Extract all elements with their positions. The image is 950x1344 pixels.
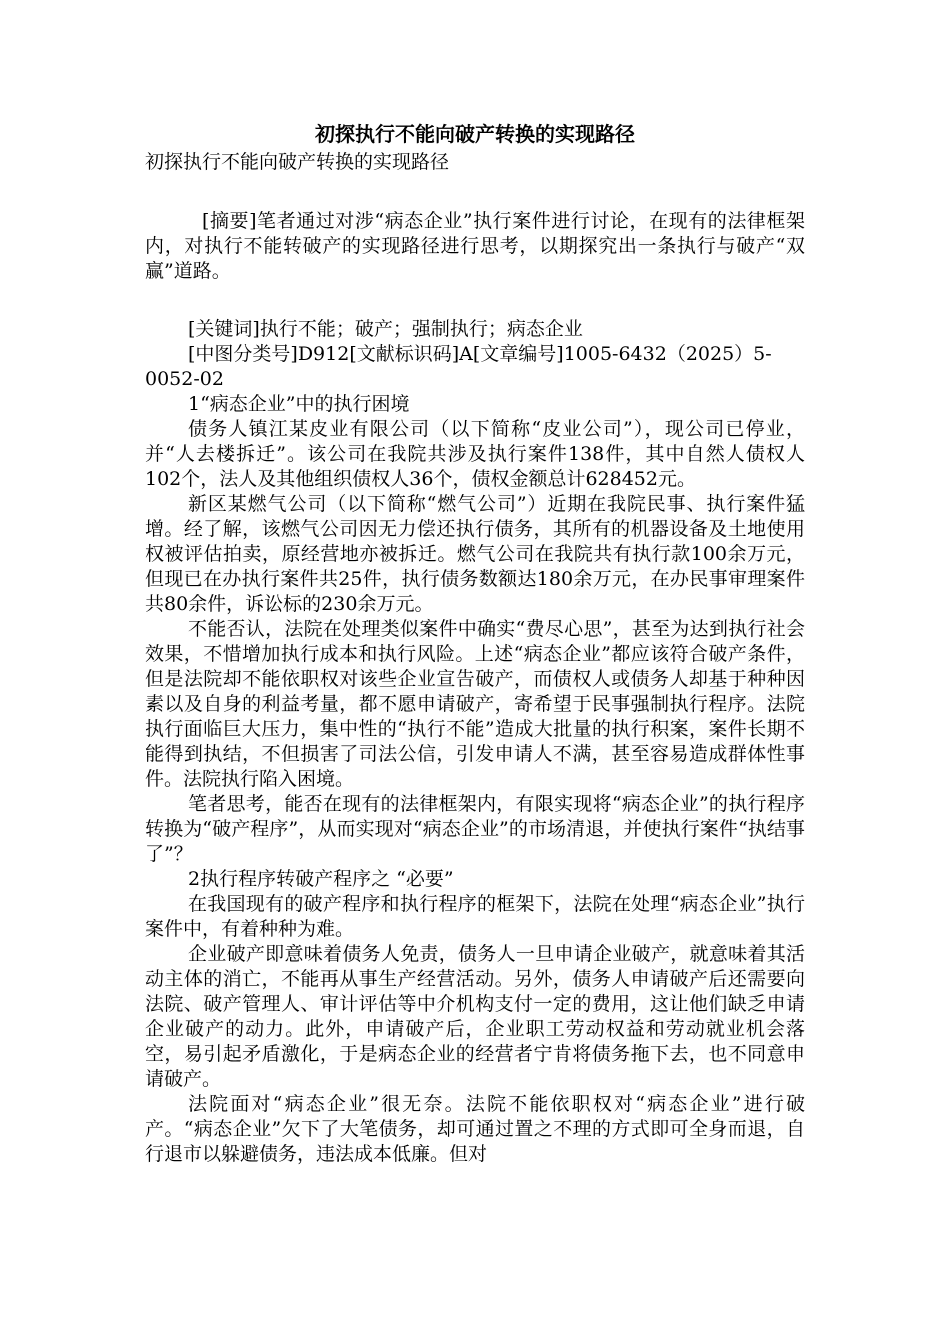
- section-heading: 2执行程序转破产程序之 “必要”: [188, 868, 454, 890]
- body-paragraph: 新区某燃气公司（以下简称“燃气公司”）近期在我院民事、执行案件猛增。经了解，该燃气公司因无力偿还执行债务，其所有的机器设备及土地使用权被评估拍卖，原经营地亦被拆迁。燃气公司在我院共有执行款100余万元，但现已在办执行案件共25件，执行债务数额达180余万元，在办民事审理案件共80余件，诉讼标的230余万元。: [145, 493, 805, 615]
- document-subtitle: 初探执行不能向破产转换的实现路径: [145, 151, 450, 173]
- body-paragraph: 企业破产即意味着债务人免责，债务人一旦申请企业破产，就意味着其活动主体的消亡，不能再从事生产经营活动。另外，债务人申请破产后还需要向法院、破产管理人、审计评估等中介机构支付一定的费用，这让他们缺乏申请企业破产的动力。此外，申请破产后，企业职工劳动权益和劳动就业机会落空，易引起矛盾激化，于是病态企业的经营者宁肯将债务拖下去，也不同意申请破产。: [145, 943, 805, 1090]
- document-title: 初探执行不能向破产转换的实现路径: [315, 122, 635, 146]
- abstract-paragraph: [摘要]笔者通过对涉“病态企业”执行案件进行讨论，在现有的法律框架内，对执行不能转破产的实现路径进行思考，以期探究出一条执行与破产“双赢”道路。: [145, 210, 805, 282]
- body-paragraph: 笔者思考，能否在现有的法律框架内，有限实现将“病态企业”的执行程序转换为“破产程序”，从而实现对“病态企业”的市场清退，并使执行案件“执结事了”？: [145, 793, 805, 865]
- section-heading: 1“病态企业”中的执行困境: [188, 393, 410, 415]
- classification-line: [中图分类号]D912[文献标识码]A[文章编号]1005-6432（2025）5-0052-02: [145, 343, 772, 390]
- section-1: [145, 392, 805, 867]
- document-page: [145, 118, 805, 1167]
- body-paragraph: 在我国现有的破产程序和执行程序的框架下，法院在处理“病态企业”执行案件中，有着种种为难。: [145, 893, 805, 940]
- body-paragraph: 债务人镇江某皮业有限公司（以下简称“皮业公司”），现公司已停业，并“人去楼拆迁”。该公司在我院共涉及执行案件138件，其中自然人债权人102个，法人及其他组织债权人36个，债权金额总计628452元。: [145, 418, 805, 490]
- section-2: [145, 867, 805, 1167]
- body-paragraph: 法院面对“病态企业”很无奈。法院不能依职权对“病态企业”进行破产。“病态企业”欠下了大笔债务，却可通过置之不理的方式即可全身而退，自行退市以躲避债务，违法成本低廉。但对: [145, 1093, 805, 1165]
- body-paragraph: 不能否认，法院在处理类似案件中确实“费尽心思”，甚至为达到执行社会效果，不惜增加执行成本和执行风险。上述“病态企业”都应该符合破产条件，但是法院却不能依职权对该些企业宣告破产，而债权人或债务人却基于种种因素以及自身的利益考量，都不愿申请破产，寄希望于民事强制执行程序。法院执行面临巨大压力，集中性的“执行不能”造成大批量的执行积案，案件长期不能得到执结，不但损害了司法公信，引发申请人不满，甚至容易造成群体性事件。法院执行陷入困境。: [145, 618, 805, 790]
- keywords-line: [关键词]执行不能；破产；强制执行；病态企业: [188, 318, 583, 340]
